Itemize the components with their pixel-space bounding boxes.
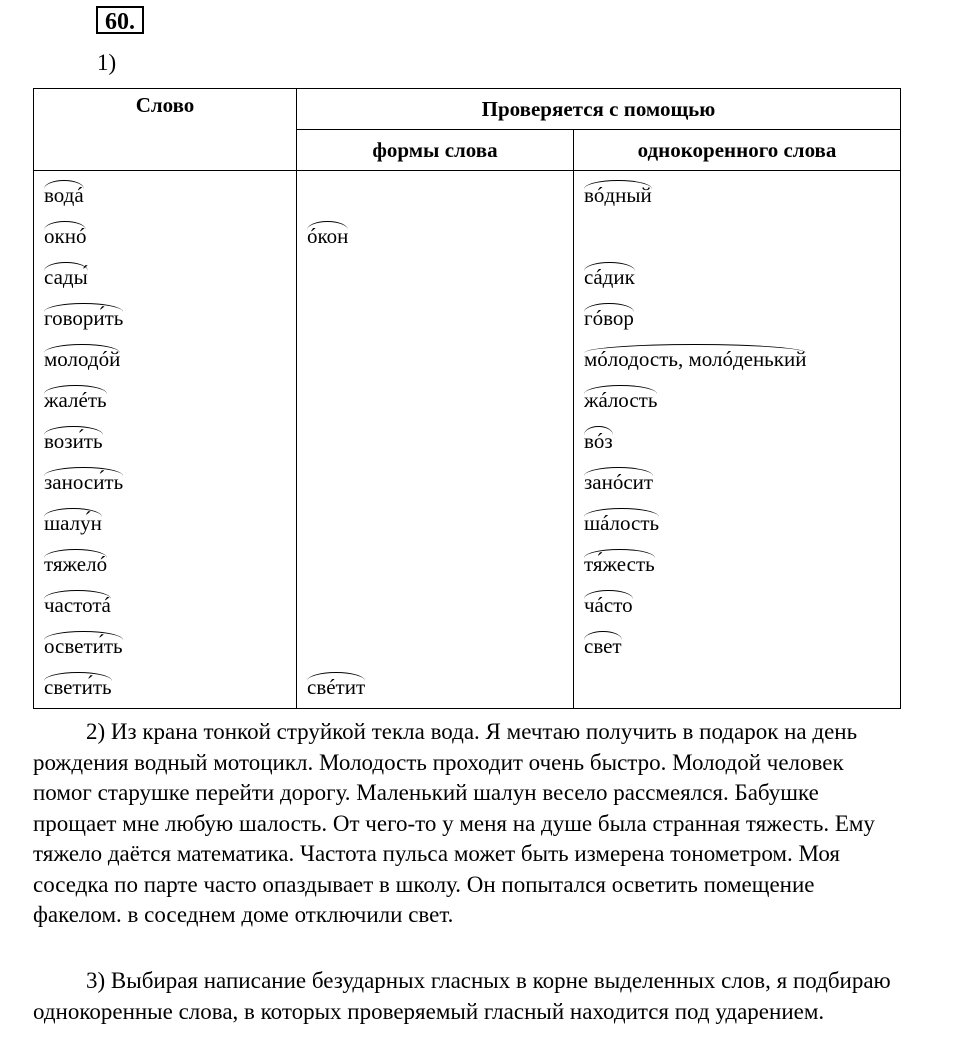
word: частотá [44,590,111,616]
header-cognate: однокоренного слова [574,130,901,171]
cognate-row [574,421,900,462]
cognate: жáлость [584,385,657,411]
cognates-column [574,171,901,709]
word-row [34,216,296,257]
cognate: мóлодость, молóденький [584,344,806,370]
word-form-row [297,298,573,339]
cognate-row [574,503,900,544]
cognate-row [574,667,900,708]
word-form-row [297,257,573,298]
cognate: вóз [584,426,613,452]
cognate: вóдный [584,180,652,206]
words-table [33,88,901,709]
part2-paragraph: 2) Из крана тонкой струйкой текла вода. Я мечтаю получить в подарок на день рождения водный мотоцикл. Молодость проходит очень быстро. Молодой человек помог старушке перейти дорогу. Маленький шалун весело рассмеялся. Бабушке прощает мне любую шалость. От чего-то у меня на душе была странная тяжесть. Ему тяжело даётся математика. Частота пульса может быть измерена тонометром. Моя соседка по парте часто опаздывает в школу. Он попытался осветить помещение факелом. в соседнем доме отключили свет. [33,719,875,927]
header-word: Слово [34,89,297,171]
word: говори́ть [44,303,123,329]
cognate: сáдик [584,262,635,288]
part3-paragraph: 3) Выбирая написание безударных гласных в корне выделенных слов, я подбираю однокоренные слова, в которых проверяемый гласный находится под ударением. [33,968,891,1024]
word-row [34,421,296,462]
cognate: шáлость [584,508,659,534]
word-form-row [297,462,573,503]
cognate-row [574,257,900,298]
word-row [34,380,296,421]
cognate-row [574,626,900,667]
cognate-row [574,216,900,257]
word-row [34,667,296,708]
word: освети́ть [44,631,123,657]
word-form: свéтит [307,672,365,698]
word-forms-column [297,171,574,709]
cognate-row [574,462,900,503]
word: вози́ть [44,426,103,452]
word-row [34,298,296,339]
part1-label: 1) [97,50,117,75]
word: свети́ть [44,672,112,698]
cognate-row [574,175,900,216]
cognate-row [574,339,900,380]
word: сады́ [44,262,88,288]
word-row [34,585,296,626]
word-form-row [297,175,573,216]
cognate-row [574,544,900,585]
word-form-row [297,380,573,421]
word: тяжелó [44,549,107,575]
word: молодóй [44,344,120,370]
cognate: чáсто [584,590,633,616]
word: шалу́н [44,508,102,534]
exercise-number: 60. [96,6,144,34]
word-row [34,626,296,667]
word-form-row [297,339,573,380]
word-row [34,503,296,544]
word-form-row [297,585,573,626]
cognate: занóсит [584,467,653,493]
cognate: гóвор [584,303,634,329]
word: жалéть [44,385,107,411]
word-row [34,462,296,503]
word-form-row [297,503,573,544]
header-word-form: формы слова [297,130,574,171]
word-form-row [297,544,573,585]
word-form-row [297,421,573,462]
words-column [34,171,297,709]
word-form-row [297,667,573,708]
word-row [34,257,296,298]
cognate: свет [584,631,622,657]
word: заноси́ть [44,467,123,493]
word: окнó [44,221,86,247]
word: водá [44,180,84,206]
word-row [34,544,296,585]
word-form: óкон [307,221,348,247]
cognate-row [574,380,900,421]
word-form-row [297,216,573,257]
word-form-row [297,626,573,667]
cognate-row [574,585,900,626]
word-row [34,175,296,216]
cognate-row [574,298,900,339]
word-row [34,339,296,380]
header-checked-by: Проверяется с помощью [297,89,901,130]
cognate: тя́жесть [584,549,655,575]
